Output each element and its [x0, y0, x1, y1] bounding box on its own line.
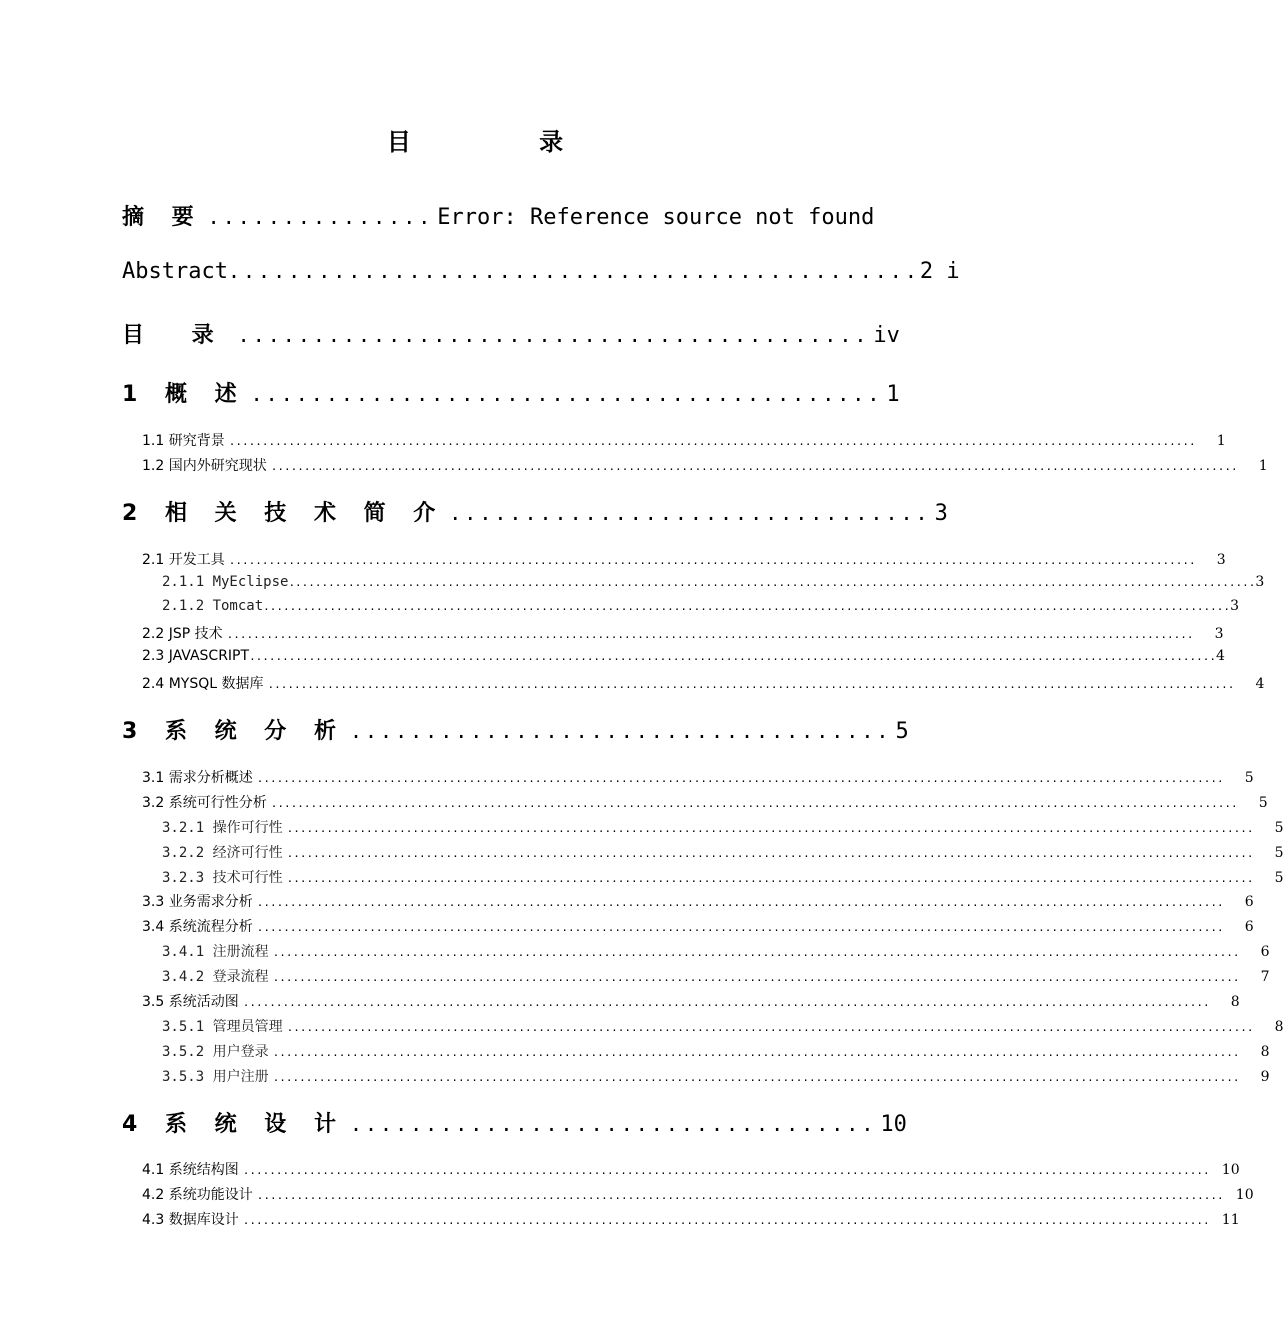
toc-entry-3-5-3[interactable] — [162, 1066, 1270, 1088]
toc-entry-2-1-1[interactable] — [162, 574, 1265, 596]
toc-entry-2-4[interactable] — [142, 673, 1265, 695]
toc-label: 摘 要 — [122, 205, 204, 230]
toc-leader: .................................................................................................................................................. — [286, 872, 1254, 885]
toc-entry-3-2-2[interactable] — [162, 842, 1283, 864]
toc-page: 3 — [1255, 574, 1265, 590]
toc-page: 5 — [1258, 795, 1268, 811]
toc-leader: .................................................................................................................................................. — [263, 600, 1231, 613]
toc-entry-3-4-2[interactable] — [162, 966, 1270, 988]
toc-label: 4.3 数据库设计 — [142, 1212, 239, 1228]
toc-label: 2.1.2 Tomcat — [162, 598, 264, 614]
toc-label: 2.1 开发工具 — [142, 552, 225, 568]
toc-page: 4 — [1215, 648, 1225, 664]
toc-label: 2.1.1 MyEclipse — [162, 574, 289, 590]
toc-entry-toc[interactable] — [122, 318, 900, 352]
toc-entry-3-2-3[interactable] — [162, 867, 1283, 889]
toc-page: 3 — [1216, 552, 1226, 568]
toc-entry-3-2-1[interactable] — [162, 817, 1283, 839]
toc-label: 4 系 统 设 计 — [122, 1112, 346, 1137]
toc-entry-1-1[interactable] — [142, 430, 1226, 452]
toc-leader: .................................................................................................................................................. — [228, 554, 1196, 567]
toc-page: 5 — [1274, 870, 1283, 886]
toc-label: 2.2 JSP 技术 — [142, 626, 223, 642]
toc-leader: .................................................................................................................................................. — [270, 460, 1238, 473]
toc-entry-2-3[interactable] — [142, 648, 1225, 670]
toc-label: 3.2.3 技术可行性 — [162, 870, 283, 886]
toc-leader: .................................................................................................................................................. — [286, 822, 1254, 835]
toc-leader: .................................................................................................................................................. — [256, 1189, 1224, 1202]
toc-page: 5 — [1274, 820, 1283, 836]
toc-label: 1 概 述 — [122, 382, 247, 407]
toc-entry-3-2[interactable] — [142, 792, 1268, 814]
toc-label: 3.2.2 经济可行性 — [162, 845, 283, 861]
toc-leader: .................................................................................................................................................. — [228, 435, 1196, 448]
toc-page: 10 — [1235, 1187, 1254, 1203]
toc-label: 4.2 系统功能设计 — [142, 1187, 253, 1203]
page-title: 目 录 — [386, 128, 624, 156]
toc-entry-3-5-1[interactable] — [162, 1016, 1283, 1038]
toc-page: 9 — [1260, 1069, 1270, 1085]
toc-label: 3.5 系统活动图 — [142, 994, 239, 1010]
toc-label: 1.1 研究背景 — [142, 433, 225, 449]
toc-label: 3.5.2 用户登录 — [162, 1044, 269, 1060]
toc-page: 8 — [1260, 1044, 1270, 1060]
toc-page: 10 — [880, 1112, 907, 1137]
toc-entry-ch1[interactable] — [122, 377, 900, 411]
toc-leader: .................................................................................................................................................. — [242, 1164, 1210, 1177]
toc-leader: .................................................................................................................................................. — [286, 847, 1254, 860]
toc-leader: .................................................................................................................................................. — [270, 797, 1238, 810]
toc-label: 3.4.1 注册流程 — [162, 944, 269, 960]
toc-entry-3-4-1[interactable] — [162, 941, 1270, 963]
toc-label: 3.1 需求分析概述 — [142, 770, 253, 786]
toc-entry-4-1[interactable] — [142, 1159, 1240, 1181]
toc-leader: .......................................... — [237, 323, 870, 347]
toc-page: 1 — [1216, 433, 1226, 449]
toc-page: 2 i — [919, 259, 960, 284]
toc-entry-ch4[interactable] — [122, 1107, 907, 1141]
toc-page: Error: Reference source not found — [437, 205, 875, 230]
toc-leader: .................................... — [349, 719, 892, 743]
toc-label: 3.4.2 登录流程 — [162, 969, 269, 985]
toc-label: 1.2 国内外研究现状 — [142, 458, 267, 474]
toc-page: 3 — [1214, 626, 1224, 642]
toc-label: 3.2 系统可行性分析 — [142, 795, 267, 811]
toc-leader: ................................ — [449, 501, 931, 525]
toc-page: 5 — [1274, 845, 1283, 861]
toc-leader: .................................................................................................................................................. — [242, 996, 1210, 1009]
toc-entry-3-3[interactable] — [142, 891, 1254, 913]
toc-page: 7 — [1260, 969, 1270, 985]
toc-leader: .................................................................................................................................................. — [256, 896, 1224, 909]
toc-label: 3 系 统 分 析 — [122, 719, 346, 744]
toc-label: Abstract — [122, 259, 228, 284]
toc-label: 2.3 JAVASCRIPT — [142, 648, 250, 664]
toc-leader: .................................................................................................................................................. — [249, 650, 1216, 663]
toc-leader: .................................................................................................................................................. — [226, 628, 1194, 641]
toc-label: 3.4 系统流程分析 — [142, 919, 253, 935]
toc-entry-1-2[interactable] — [142, 455, 1268, 477]
toc-page: 11 — [1221, 1212, 1240, 1228]
toc-leader: ................................... — [349, 1112, 877, 1136]
toc-leader: .................................................................................................................................................. — [267, 678, 1235, 691]
toc-page: 8 — [1230, 994, 1240, 1010]
toc-entry-3-5[interactable] — [142, 991, 1240, 1013]
toc-leader: .................................................................................................................................................. — [272, 1046, 1240, 1059]
toc-leader: .................................................................................................................................................. — [242, 1214, 1210, 1227]
toc-entry-ch2[interactable] — [122, 496, 948, 530]
toc-leader: ............... — [207, 205, 434, 229]
toc-page: 8 — [1274, 1019, 1283, 1035]
toc-entry-abstract-cn[interactable] — [122, 200, 875, 234]
toc-entry-4-2[interactable] — [142, 1184, 1254, 1206]
toc-entry-2-1[interactable] — [142, 549, 1226, 571]
toc-page: 5 — [1244, 770, 1254, 786]
toc-page: 3 — [934, 501, 948, 526]
toc-page: 5 — [895, 719, 909, 744]
toc-label: 2.4 MYSQL 数据库 — [142, 676, 264, 692]
toc-entry-3-1[interactable] — [142, 767, 1254, 789]
toc-entry-2-1-2[interactable] — [162, 598, 1239, 620]
toc-entry-4-3[interactable] — [142, 1209, 1240, 1231]
toc-page: 1 — [1258, 458, 1268, 474]
toc-label: 4.1 系统结构图 — [142, 1162, 239, 1178]
toc-label: 3.5.1 管理员管理 — [162, 1019, 283, 1035]
toc-leader: .................................................................................................................................................. — [272, 946, 1240, 959]
toc-page: 4 — [1255, 676, 1265, 692]
toc-leader: .................................................................................................................................................. — [256, 772, 1224, 785]
toc-page: 1 — [886, 382, 900, 407]
toc-page: 6 — [1244, 894, 1254, 910]
toc-page: 6 — [1260, 944, 1270, 960]
toc-label: 3.2.1 操作可行性 — [162, 820, 283, 836]
toc-leader: .................................................................................................................................................. — [272, 1071, 1240, 1084]
toc-entry-ch3[interactable] — [122, 714, 909, 748]
toc-leader: .................................................................................................................................................. — [256, 921, 1224, 934]
toc-leader: .................................................................................................................................................. — [288, 576, 1256, 589]
toc-entry-2-2[interactable] — [142, 623, 1224, 645]
toc-entry-3-5-2[interactable] — [162, 1041, 1270, 1063]
toc-page: iv — [873, 323, 900, 348]
toc-leader: .................................................................................................................................................. — [286, 1021, 1254, 1034]
toc-label: 2 相 关 技 术 简 介 — [122, 501, 446, 526]
toc-label: 3.5.3 用户注册 — [162, 1069, 269, 1085]
toc-entry-3-4[interactable] — [142, 916, 1254, 938]
toc-page: 10 — [1221, 1162, 1240, 1178]
toc-leader: .................................................................................................................................................. — [272, 971, 1240, 984]
toc-leader: .............................................. — [227, 259, 920, 283]
toc-page: 6 — [1244, 919, 1254, 935]
toc-entry-abstract-en[interactable] — [122, 259, 960, 293]
toc-page: 3 — [1230, 598, 1239, 614]
toc-leader: .......................................... — [250, 382, 883, 406]
toc-label: 3.3 业务需求分析 — [142, 894, 253, 910]
toc-label: 目 录 — [122, 323, 234, 348]
